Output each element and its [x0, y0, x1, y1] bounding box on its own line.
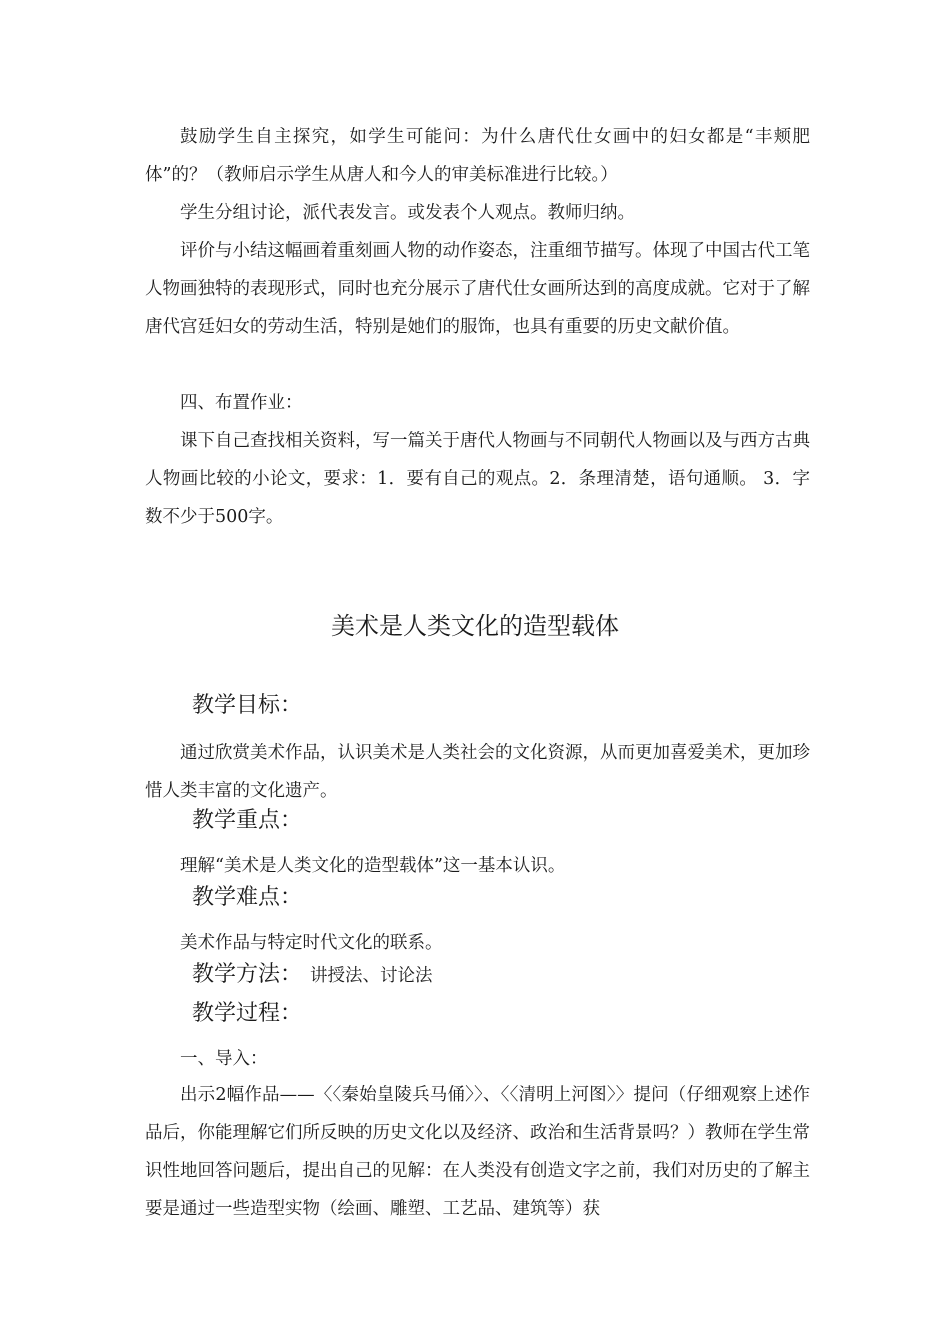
intro-text: 出示2幅作品——〈〈秦始皇陵兵马俑〉〉、〈〈清明上河图〉〉提问（仔细观察上述作品后，你能理解它们所反映的历史文化以及经济、政治和生活背景吗？）教师在学生常识性地回答问题后，提出自己的见解：在人类没有创造文字之前，我们对历史的了解主要是通过一些造型实物（绘画、雕塑、工艺品、建筑等）获	[145, 1085, 810, 1219]
difficulty-heading: 教学难点：	[192, 885, 303, 910]
goal-heading: 教学目标：	[192, 693, 303, 718]
paragraph-homework-heading: 四、布置作业：	[180, 393, 303, 413]
paragraph-discussion: 学生分组讨论，派代表发言。或发表个人观点。教师归纳。	[180, 203, 635, 223]
paragraph-summary: 评价与小结这幅画着重刻画人物的动作姿态，注重细节描写。体现了中国古代工笔人物画独特的表现形式，同时也充分展示了唐代仕女画所达到的高度成就。它对于了解唐代宫廷妇女的劳动生活，特别是她们的服饰，也具有重要的历史文献价值。	[145, 241, 810, 337]
difficulty-text: 美术作品与特定时代文化的联系。	[180, 933, 443, 953]
method-heading	[192, 957, 433, 994]
key-text: 理解“美术是人类文化的造型载体”这一基本认识。	[180, 856, 566, 876]
page-title: 美术是人类文化的造型载体	[331, 612, 619, 640]
key-heading: 教学重点：	[192, 808, 303, 833]
paragraph-inquiry: 鼓励学生自主探究，如学生可能问：为什么唐代仕女画中的妇女都是“丰颊肥体”的？（教师启示学生从唐人和今人的审美标准进行比较。）	[145, 127, 810, 185]
process-heading: 教学过程：	[192, 1001, 303, 1026]
intro-heading: 一、导入：	[180, 1049, 268, 1069]
paragraph-homework: 课下自己查找相关资料，写一篇关于唐代人物画与不同朝代人物画以及与西方古典人物画比较的小论文，要求：1．要有自己的观点。2．条理清楚，语句通顺。 3．字数不少于500字。	[145, 431, 810, 527]
method-text: 讲授法、讨论法	[310, 966, 433, 986]
method-heading-label: 教学方法：	[192, 962, 303, 987]
goal-text: 通过欣赏美术作品，认识美术是人类社会的文化资源，从而更加喜爱美术，更加珍惜人类丰富的文化遗产。	[145, 743, 810, 801]
